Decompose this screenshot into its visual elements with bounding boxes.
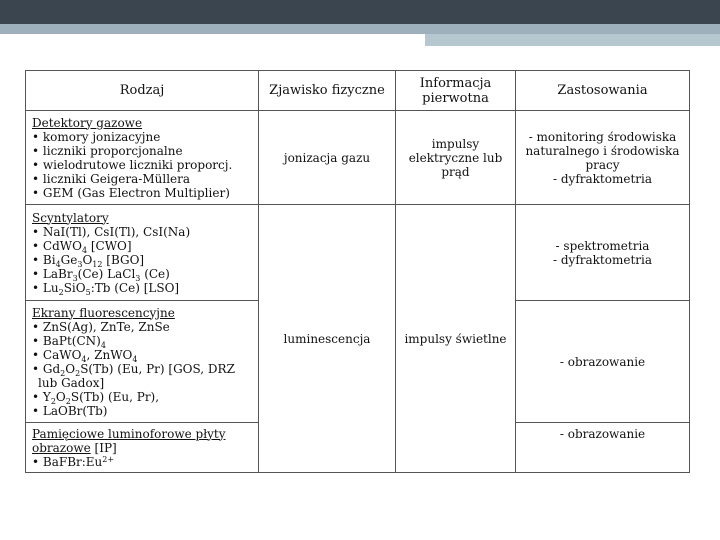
- header-zjawisko: Zjawisko fizyczne: [259, 71, 396, 111]
- cell-plates-applications: [516, 423, 690, 473]
- top-band-white: [0, 34, 425, 46]
- cell-luminescence-phenomenon: luminescencja: [259, 205, 396, 473]
- list-item: • NaI(Tl), CsI(Tl), CsI(Na): [32, 224, 191, 239]
- cell-scint-types: [26, 205, 259, 301]
- detector-table: [25, 70, 690, 473]
- application-item: - dyfraktometria: [552, 171, 652, 186]
- category-plates-suffix: [IP]: [90, 440, 117, 455]
- cell-gas-applications: [516, 111, 690, 205]
- list-item: • $Y_2O_2S(Tb)$ (Eu, Pr),: [32, 389, 160, 406]
- list-item-continuation: lub Gadox]: [38, 375, 105, 390]
- row-scintillators: [26, 205, 690, 301]
- category-plates: Pamięciowe luminoforowe płyty: [32, 426, 226, 441]
- list-item: • LaOBr(Tb): [32, 403, 108, 418]
- list-item: • ZnS(Ag), ZnTe, ZnSe: [32, 319, 170, 334]
- cell-gas-phenomenon: jonizacja gazu: [259, 111, 396, 205]
- cell-gas-signal: impulsy elektryczne lub prąd: [396, 111, 516, 205]
- cell-screens-types: [26, 301, 259, 423]
- list-item: • GEM (Gas Electron Multiplier): [32, 185, 230, 200]
- list-item: • liczniki proporcjonalne: [32, 143, 183, 158]
- list-item: • CdWO$_4$ [CWO]: [32, 238, 132, 255]
- application-item: - spektrometria: [555, 238, 650, 253]
- category-plates-cont: obrazowe: [32, 440, 91, 455]
- cell-gas-types: [26, 111, 259, 205]
- cell-plates-types: [26, 423, 259, 473]
- top-band-teal: [425, 34, 720, 46]
- list-item: • wielodrutowe liczniki proporcj.: [32, 157, 233, 172]
- list-item: • CaWO$_4$, ZnWO$_4$: [32, 347, 138, 364]
- list-item: • $BaFBr:Eu^{2+}$: [32, 454, 115, 469]
- application-item: - dyfraktometria: [552, 252, 652, 267]
- list-item: • liczniki Geigera-Müllera: [32, 171, 191, 186]
- row-gas-detectors: [26, 111, 690, 205]
- application-item: - obrazowanie: [559, 427, 646, 441]
- header-informacja: Informacja pierwotna: [396, 71, 516, 111]
- list-item: • LaBr$_3$(Ce) LaCl$_3$ (Ce): [32, 266, 170, 283]
- cell-scint-applications: [516, 205, 690, 301]
- top-band-dark: [0, 0, 720, 24]
- application-item: - obrazowanie: [559, 354, 646, 369]
- list-item: • $Gd_2O_2S(Tb)$ (Eu, Pr) [GOS, DRZ: [32, 361, 235, 378]
- header-rodzaj: Rodzaj: [26, 71, 259, 111]
- application-item: - monitoring środowiska naturalnego i środowiska pracy: [525, 129, 680, 172]
- category-gas: Detektory gazowe: [32, 115, 143, 130]
- cell-screens-applications: [516, 301, 690, 423]
- category-screens: Ekrany fluorescencyjne: [32, 305, 175, 320]
- header-zastosowania: Zastosowania: [516, 71, 690, 111]
- category-scint: Scyntylatory: [32, 210, 109, 225]
- top-band-light: [0, 24, 720, 34]
- list-item: • komory jonizacyjne: [32, 129, 161, 144]
- list-item: • $Bi_4Ge_3O_{12}$ [BGO]: [32, 252, 145, 269]
- list-item: • $Lu_2SiO_5:Tb$ (Ce) [LSO]: [32, 280, 180, 297]
- list-item: • $BaPt(CN)_4$: [32, 333, 106, 350]
- cell-luminescence-signal: impulsy świetlne: [396, 205, 516, 473]
- header-row: [26, 71, 690, 111]
